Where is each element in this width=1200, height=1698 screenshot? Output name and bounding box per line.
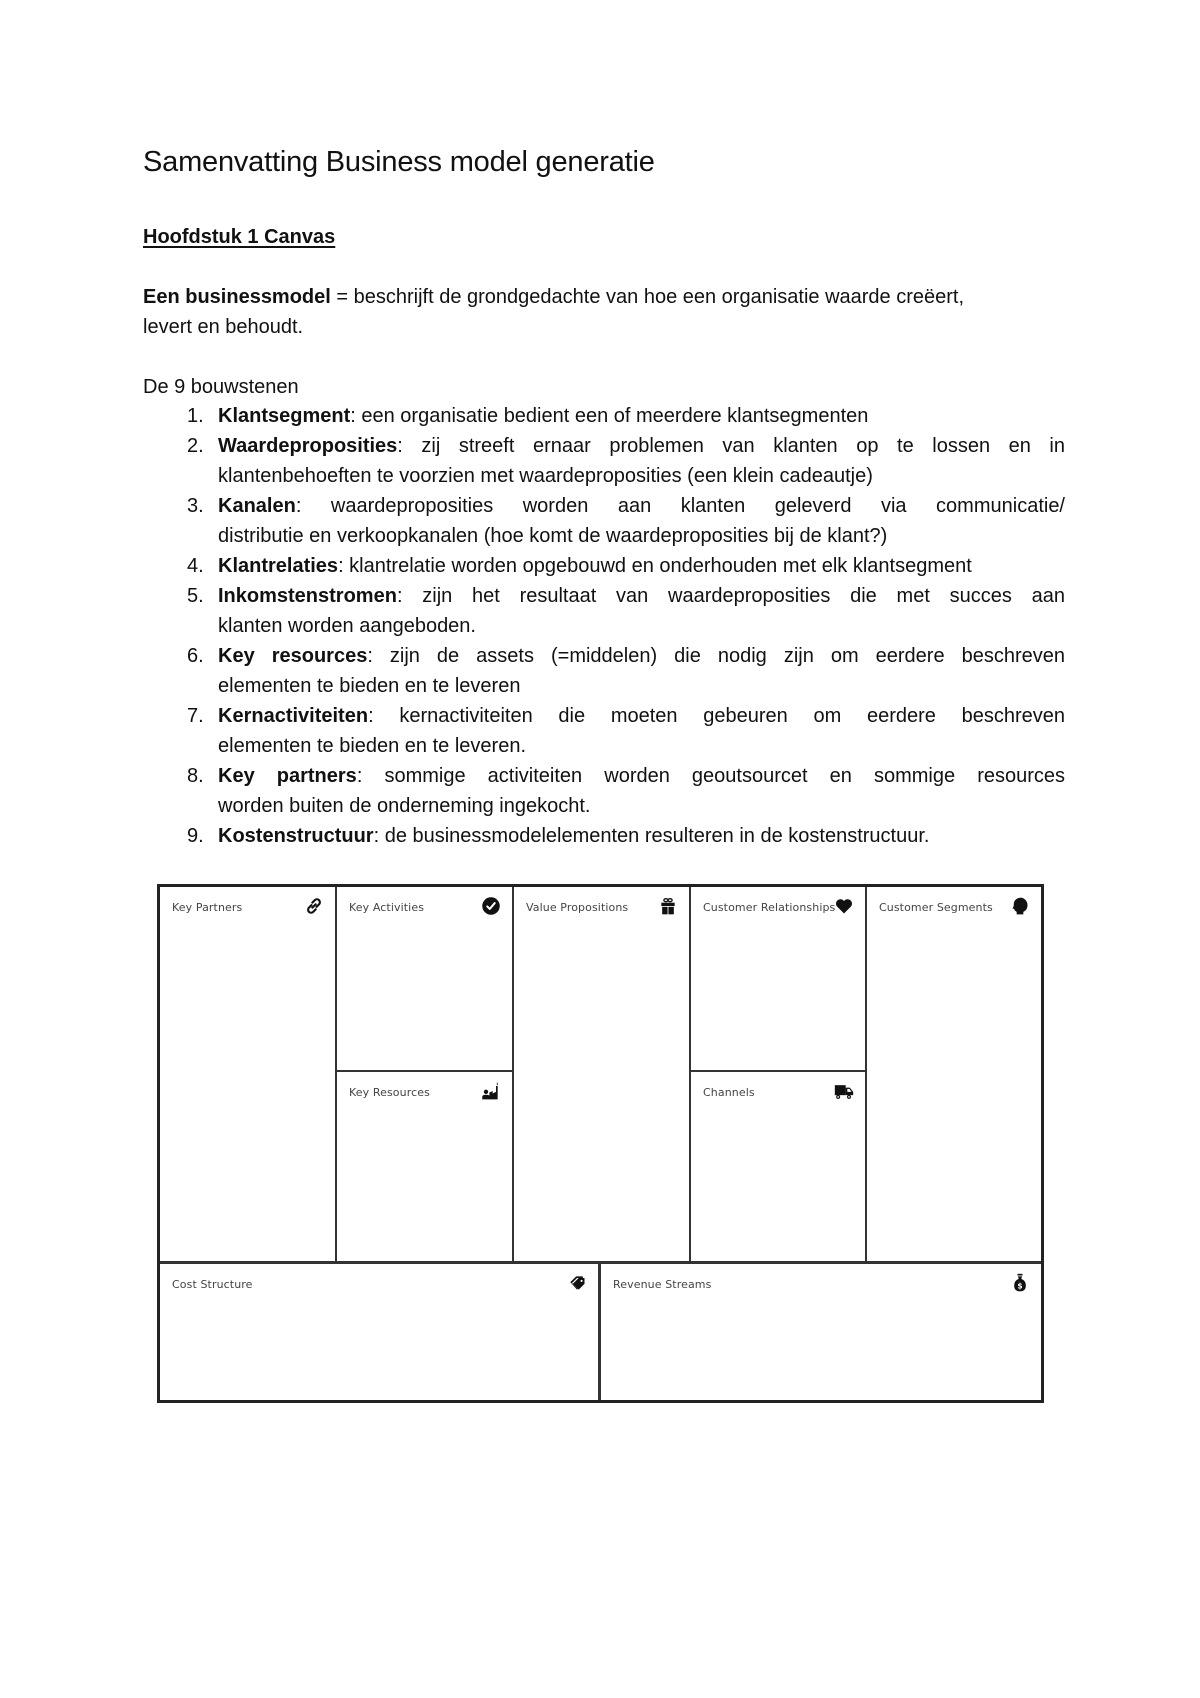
list-description: : een organisatie bedient een of meerdere klantsegmenten [350,405,869,427]
list-term: Key resources [218,645,368,667]
heart-icon [833,895,855,917]
cell-label: Key Activities [349,901,425,914]
list-line-1 [218,641,1065,671]
head-profile-icon [1009,895,1031,917]
list-description: : zijn het resultaat van waardeproposities die met succes aan [396,585,1065,607]
list-term: Kanalen [218,495,296,517]
cell-label: Customer Segments [879,901,993,914]
list-line-2: klanten worden aangeboden. [218,615,476,637]
list-description: : de businessmodelelementen resulteren in de kostenstructuur. [373,825,930,847]
cell-label: Key Resources [349,1086,430,1099]
list-item [143,431,1065,491]
list-item-text [218,581,1065,641]
list-number: 7. [187,705,204,727]
list-line-1 [218,491,1065,521]
list-item-text [218,491,1065,551]
cell-label: Revenue Streams [613,1278,712,1291]
canvas-cell-channels [691,1072,867,1261]
list-line-1 [218,701,1065,731]
chapter-heading: Hoofdstuk 1 Canvas [143,226,336,248]
list-line-2: klantenbehoeften te voorzien met waardeproposities (een klein cadeautje) [218,465,873,487]
list-item [143,491,1065,551]
definition-line-2: levert en behoudt. [143,316,304,338]
truck-icon [833,1080,855,1102]
list-number: 6. [187,645,204,667]
list-item-text [218,701,1065,761]
canvas-cell-cost-structure [160,1264,601,1400]
list-item [143,701,1065,761]
list-line-1 [218,431,1065,461]
definition-line-1 [143,282,1065,312]
business-model-canvas [157,884,1044,1403]
document-title: Samenvatting Business model generatie [143,146,655,178]
list-number: 5. [187,585,204,607]
definition-paragraph [143,282,1065,342]
list-term: Klantrelaties [218,555,339,577]
list-term: Kostenstructuur [218,825,374,847]
cell-label: Value Propositions [526,901,629,914]
cell-label: Cost Structure [172,1278,253,1291]
list-line-1 [218,581,1065,611]
list-line-1 [218,761,1065,791]
gift-icon [657,895,679,917]
canvas-cell-key-activities [337,887,514,1072]
list-item [143,551,1065,581]
list-description: : waardeproposities worden aan klanten geleverd via communicatie/ [295,495,1065,517]
list-item-text [218,761,1065,821]
list-item-text [218,641,1065,701]
cell-label: Customer Relationships [703,901,836,914]
list-intro: De 9 bouwstenen [143,376,299,398]
list-line-2: worden buiten de onderneming ingekocht. [218,795,591,817]
list-description: : sommige activiteiten worden geoutsourcet en sommige resources [356,765,1066,787]
worker-factory-icon [480,1080,502,1102]
list-item [143,761,1065,821]
list-line-2: distributie en verkoopkanalen (hoe komt de waardeproposities bij de klant?) [218,525,888,547]
canvas-cell-value-propositions [514,887,691,1261]
canvas-cell-key-partners [160,887,337,1261]
canvas-cell-customer-segments [867,887,1041,1261]
list-term: Klantsegment [218,405,351,427]
svg-text:$: $ [1017,1281,1023,1291]
definition-term: Een businessmodel [143,286,331,308]
definition-text: = beschrijft de grondgedachte van hoe een organisatie waarde creëert, [330,286,965,308]
list-item [143,641,1065,701]
cell-label: Channels [703,1086,755,1099]
canvas-cell-key-resources [337,1072,514,1261]
link-icon [303,895,325,917]
list-item-text [218,821,1065,851]
list-number: 9. [187,825,204,847]
money-bag-icon [1009,1272,1031,1294]
list-number: 2. [187,435,204,457]
list-number: 3. [187,495,204,517]
list-number: 4. [187,555,204,577]
list-description: : kernactiviteiten die moeten gebeuren om eerdere beschreven [368,705,1065,727]
list-number: 8. [187,765,204,787]
list-number: 1. [187,405,204,427]
list-term: Key partners [218,765,357,787]
list-item [143,581,1065,641]
check-circle-icon [480,895,502,917]
list-item [143,821,1065,851]
building-blocks-list [143,401,1065,851]
canvas-cell-customer-relationships [691,887,867,1072]
cell-label: Key Partners [172,901,243,914]
list-term: Kernactiviteiten [218,705,369,727]
list-line-2: elementen te bieden en te leveren [218,675,521,697]
list-description: : klantrelatie worden opgebouwd en onderhouden met elk klantsegment [338,555,972,577]
list-item [143,401,1065,431]
list-term: Waardeproposities [218,435,398,457]
list-description: : zijn de assets (=middelen) die nodig zijn om eerdere beschreven [367,645,1065,667]
list-item-text [218,401,1065,431]
list-item-text [218,431,1065,491]
list-line-2: elementen te bieden en te leveren. [218,735,526,757]
list-term: Inkomstenstromen [218,585,397,607]
price-tag-icon [566,1272,588,1294]
canvas-cell-revenue-streams [601,1264,1041,1400]
list-item-text [218,551,1065,581]
list-description: : zij streeft ernaar problemen van klanten op te lossen en in [397,435,1065,457]
